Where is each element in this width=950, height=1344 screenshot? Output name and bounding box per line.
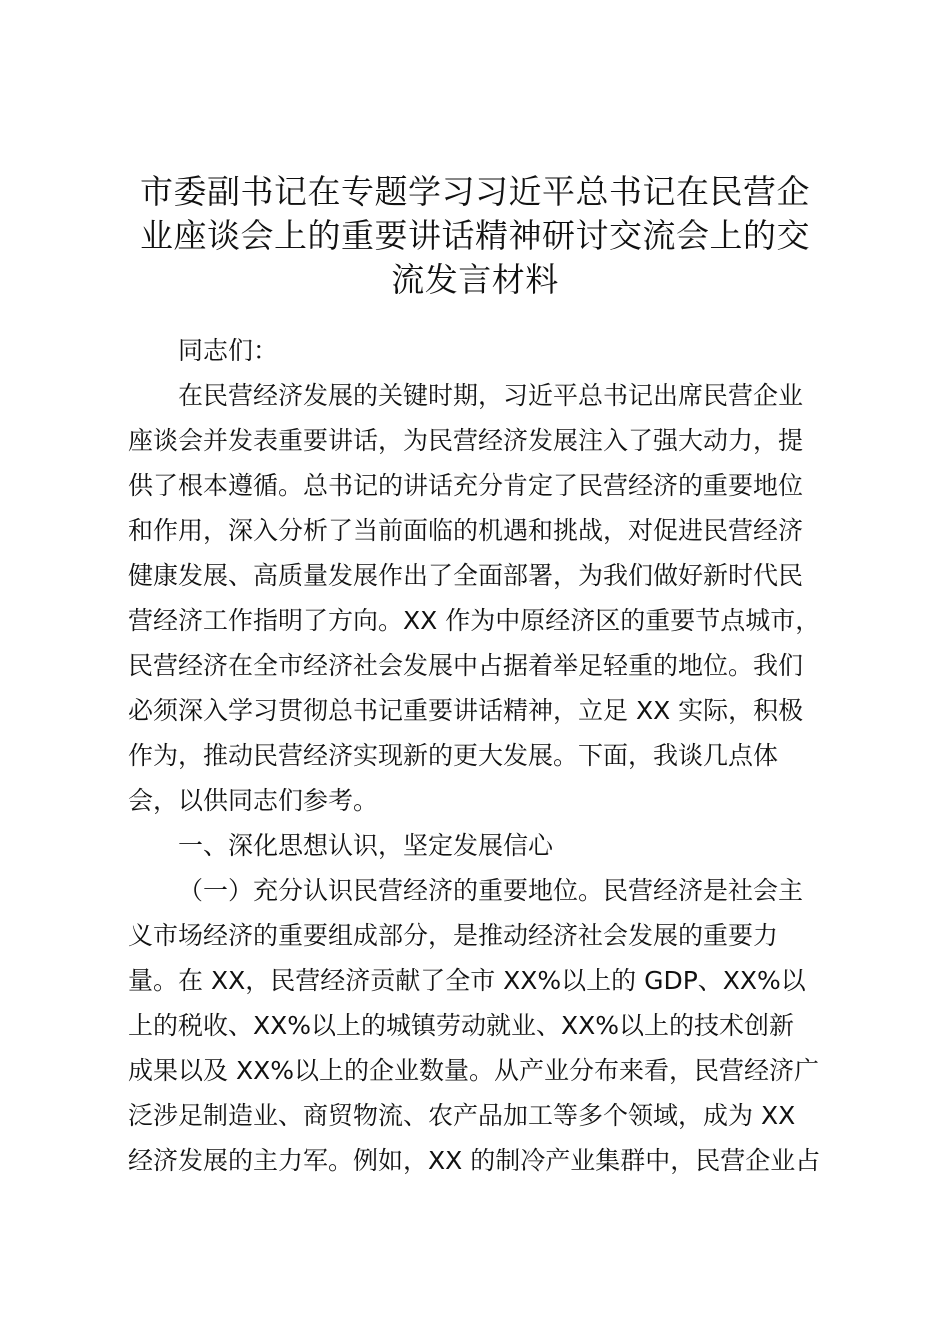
paragraph-line: 健康发展、高质量发展作出了全面部署，为我们做好新时代民 xyxy=(128,561,804,590)
title-line: 流发言材料 xyxy=(391,260,559,299)
paragraph-line: 上的税收、XX%以上的城镇劳动就业、XX%以上的技术创新 xyxy=(128,1011,795,1040)
paragraph-line: 成果以及 XX%以上的企业数量。从产业分布来看，民营经济广 xyxy=(128,1056,819,1085)
paragraph-line: 泛涉足制造业、商贸物流、农产品加工等多个领域，成为 XX xyxy=(128,1101,796,1130)
paragraph-line: 必须深入学习贯彻总书记重要讲话精神，立足 XX 实际，积极 xyxy=(128,696,804,725)
paragraph-line: 在民营经济发展的关键时期，习近平总书记出席民营企业 xyxy=(178,381,804,410)
paragraph-line: 量。在 XX，民营经济贡献了全市 XX%以上的 GDP、XX%以 xyxy=(128,966,806,995)
paragraph-line: 会，以供同志们参考。 xyxy=(128,786,379,815)
paragraph-line: 民营经济在全市经济社会发展中占据着举足轻重的地位。我们 xyxy=(128,651,804,680)
paragraph-line: 作为，推动民营经济实现新的更大发展。下面，我谈几点体 xyxy=(128,741,779,770)
section-heading: 一、深化思想认识，坚定发展信心 xyxy=(178,831,554,860)
document-body xyxy=(128,328,828,1183)
paragraph-line: 经济发展的主力军。例如，XX 的制冷产业集群中，民营企业占 xyxy=(128,1146,821,1175)
paragraph-line: 义市场经济的重要组成部分，是推动经济社会发展的重要力 xyxy=(128,921,779,950)
paragraph-line: 座谈会并发表重要讲话，为民营经济发展注入了强大动力，提 xyxy=(128,426,804,455)
document-title xyxy=(120,170,830,302)
title-line: 业座谈会上的重要讲话精神研讨交流会上的交 xyxy=(140,216,810,255)
paragraph-line: （一）充分认识民营经济的重要地位。民营经济是社会主 xyxy=(178,876,804,905)
paragraph-line: 供了根本遵循。总书记的讲话充分肯定了民营经济的重要地位 xyxy=(128,471,804,500)
title-line: 市委副书记在专题学习习近平总书记在民营企 xyxy=(140,172,810,211)
salutation: 同志们： xyxy=(178,336,279,365)
paragraph-line: 营经济工作指明了方向。XX 作为中原经济区的重要节点城市， xyxy=(128,606,821,635)
paragraph-line: 和作用，深入分析了当前面临的机遇和挑战，对促进民营经济 xyxy=(128,516,804,545)
